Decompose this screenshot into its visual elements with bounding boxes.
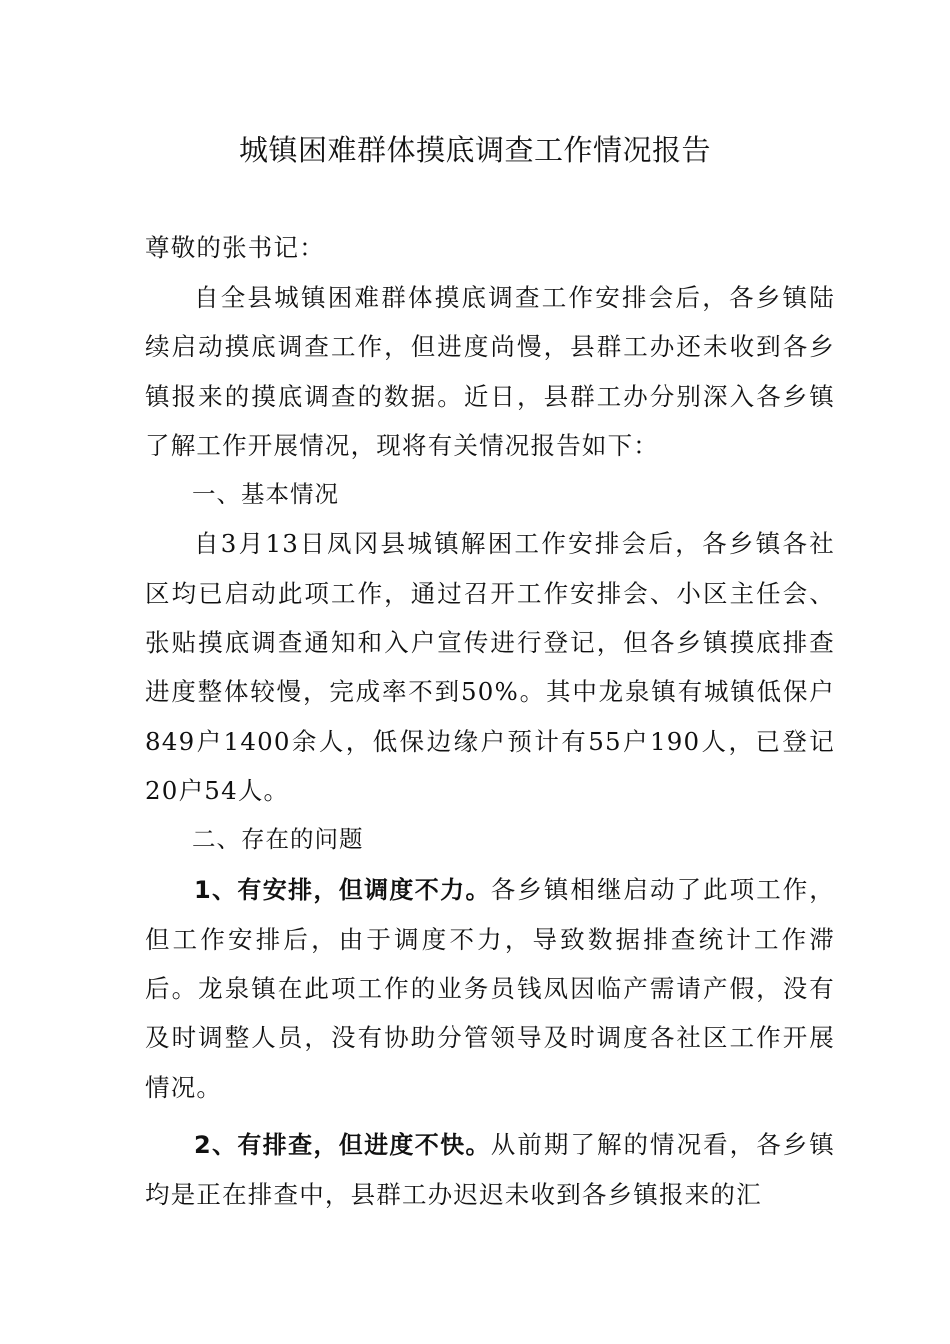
salutation: 尊敬的张书记： [145, 233, 325, 262]
document-body [145, 273, 835, 1220]
basic-situation-paragraph: 自3月13日凤冈县城镇解困工作安排会后，各乡镇各社区均已启动此项工作，通过召开工作安排会、小区主任会、张贴摸底调查通知和入户宣传进行登记，但各乡镇摸底排查进度整体较慢，完成率不到50%。其中龙泉镇有城镇低保户849户1400余人，低保边缘户预计有55户190人，已登记20户54人。 [145, 529, 835, 805]
document-title: 城镇困难群体摸底调查工作情况报告 [238, 133, 711, 167]
section-heading-basic: 一、基本情况 [192, 480, 339, 509]
issue-1-paragraph [145, 865, 835, 1112]
issue-2-text: 从前期了解的情况看，各乡镇均是正在排查中，县群工办迟迟未收到各乡镇报来的汇 [145, 1130, 835, 1210]
issue-2-paragraph [145, 1120, 835, 1220]
intro-paragraph: 自全县城镇困难群体摸底调查工作安排会后，各乡镇陆续启动摸底调查工作，但进度尚慢，县群工办还未收到各乡镇报来的摸底调查的数据。近日，县群工办分别深入各乡镇了解工作开展情况，现将有关情况报告如下： [145, 283, 835, 460]
issue-2-lead: 2、有排查，但进度不快。 [194, 1131, 491, 1160]
issue-1-lead: 1、有安排，但调度不力。 [194, 875, 491, 904]
section-heading-problems: 二、存在的问题 [192, 825, 364, 854]
issue-1-text: 各乡镇相继启动了此项工作，但工作安排后，由于调度不力，导致数据排查统计工作滞后。龙泉镇在此项工作的业务员钱凤因临产需请产假，没有及时调整人员，没有协助分管领导及时调度各社区工作开展情况。 [145, 874, 835, 1102]
